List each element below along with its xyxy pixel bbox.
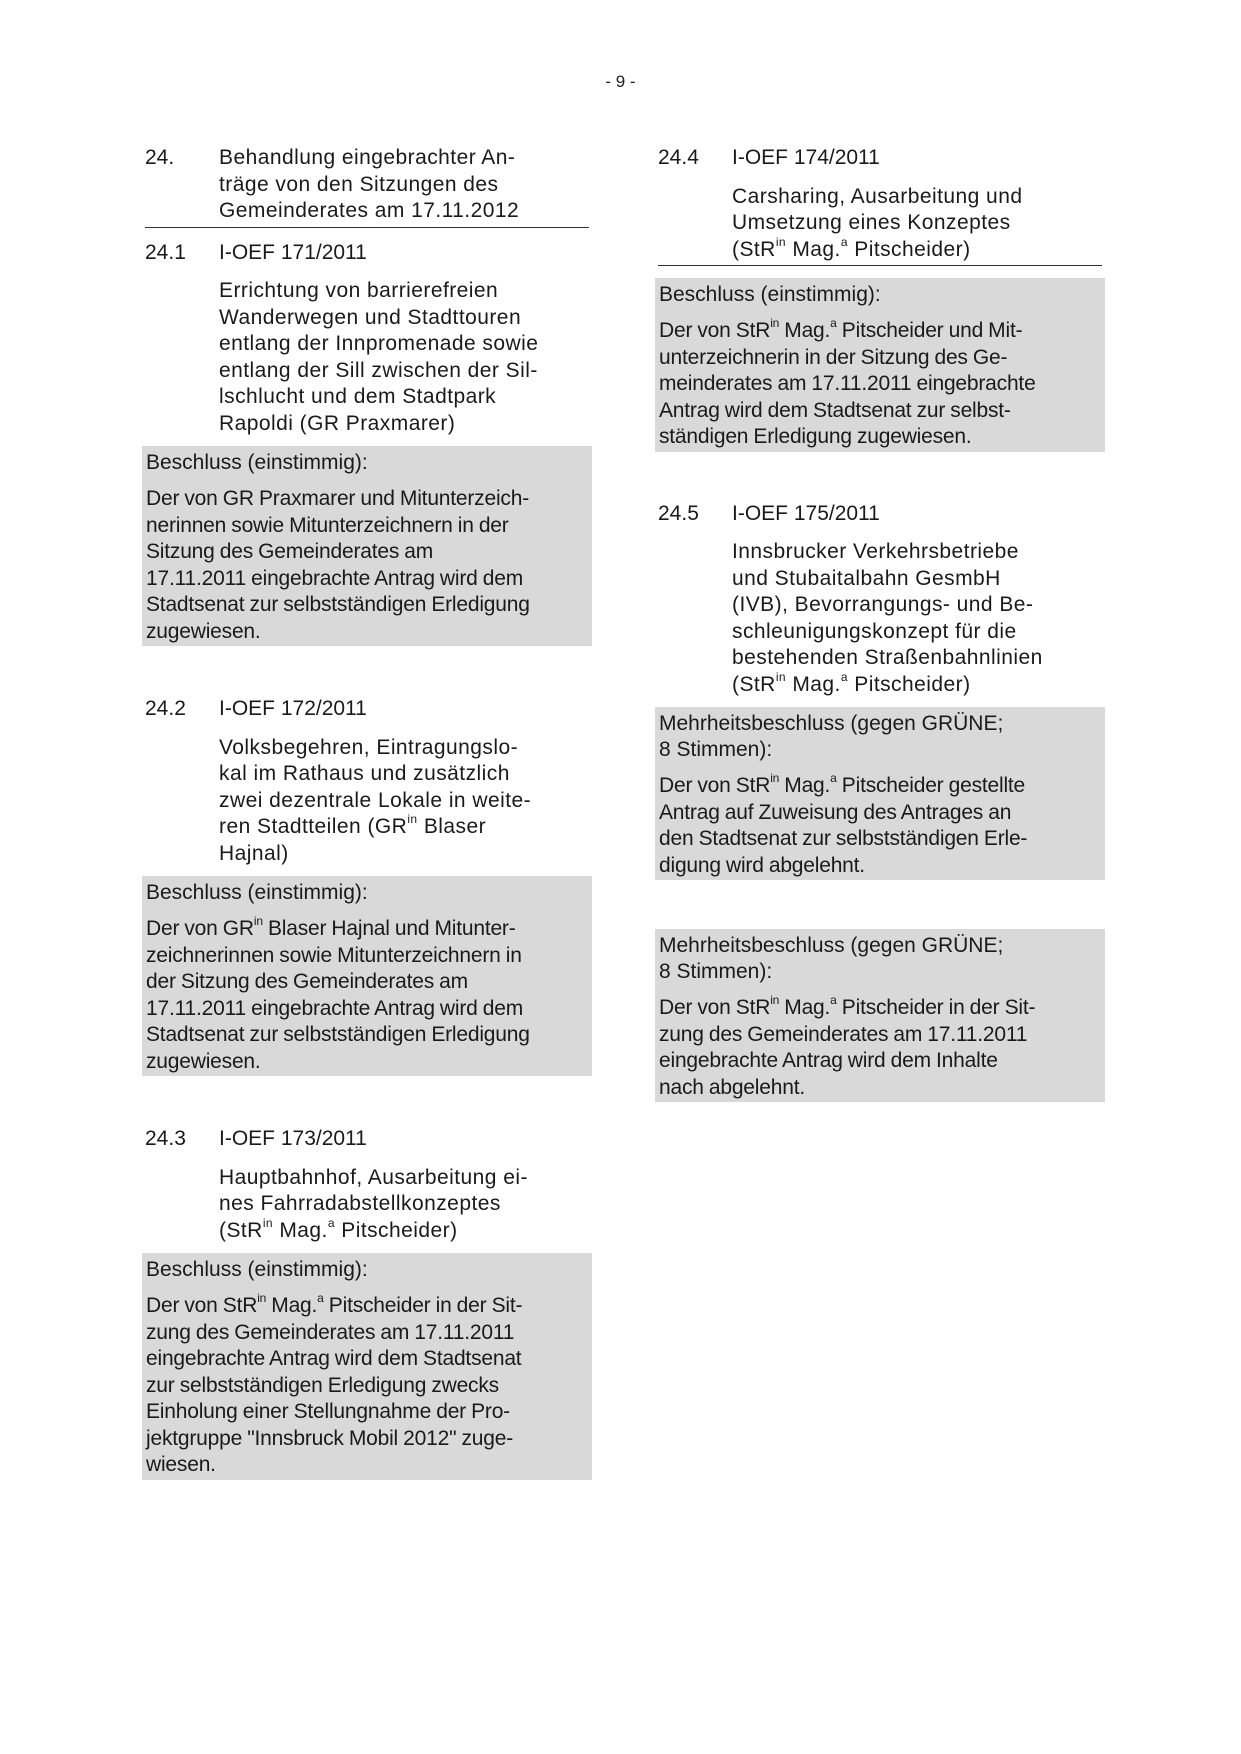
item-id: I-OEF 173/2011 bbox=[219, 1127, 367, 1150]
decision-line: eingebrachte Antrag wird dem Inhalte bbox=[659, 1049, 998, 1072]
description-line: entlang der Sill zwischen der Sil- bbox=[219, 358, 538, 382]
item-24-2-decision-box bbox=[142, 876, 592, 1076]
decision-line: den Stadtsenat zur selbstständigen Erle- bbox=[659, 827, 1028, 850]
item-id: I-OEF 174/2011 bbox=[732, 146, 880, 169]
item-24-3-description bbox=[219, 1165, 589, 1245]
item-24-5-decision-box-1 bbox=[655, 707, 1105, 880]
decision-text bbox=[659, 773, 1101, 879]
description-line: Rapoldi (GR Praxmarer) bbox=[219, 411, 456, 435]
decision-line: Der von StR$^{in}$ Mag.$^a$ Pitscheider in der Sit- bbox=[146, 1291, 523, 1317]
description-line: Carsharing, Ausarbeitung und bbox=[732, 184, 1023, 208]
decision-line: unterzeichnerin in der Sitzung des Ge- bbox=[659, 345, 1008, 369]
section-title-line: Gemeinderates am 17.11.2012 bbox=[219, 199, 520, 222]
decision-line: digung wird abgelehnt. bbox=[659, 853, 865, 877]
decision-label: Beschluss (einstimmig): bbox=[659, 283, 881, 306]
decision-text bbox=[659, 318, 1101, 451]
decision-label-line: Mehrheitsbeschluss (gegen GRÜNE; bbox=[659, 712, 1004, 735]
item-24-3-decision-box bbox=[142, 1253, 592, 1480]
decision-text bbox=[146, 1293, 588, 1479]
decision-line: Stadtsenat zur selbstständigen Erledigung bbox=[146, 1023, 530, 1046]
section-24-heading bbox=[145, 145, 589, 228]
decision-line: ständigen Erledigung zugewiesen. bbox=[659, 425, 972, 448]
decision-line: 17.11.2011 eingebrachte Antrag wird dem bbox=[146, 566, 524, 590]
item-24-2-description bbox=[219, 735, 589, 868]
item-24-4-heading bbox=[658, 145, 1102, 172]
description-line: nes Fahrradabstellkonzeptes bbox=[219, 1192, 501, 1215]
left-column bbox=[145, 145, 589, 1480]
description-line: Innsbrucker Verkehrsbetriebe bbox=[732, 540, 1019, 563]
description-line: Hajnal) bbox=[219, 841, 289, 865]
description-line: (StR$^{in}$ Mag.$^a$ Pitscheider) bbox=[732, 234, 971, 261]
decision-line: nach abgelehnt. bbox=[659, 1075, 805, 1099]
decision-text bbox=[146, 486, 588, 645]
item-24-5-heading bbox=[658, 501, 1102, 528]
decision-label: Beschluss (einstimmig): bbox=[146, 451, 368, 474]
right-column bbox=[658, 145, 1102, 1102]
decision-line: eingebrachte Antrag wird dem Stadtsenat bbox=[146, 1347, 522, 1370]
section-title-line: Behandlung eingebrachter An- bbox=[219, 146, 516, 169]
description-line: (StR$^{in}$ Mag.$^a$ Pitscheider) bbox=[732, 669, 971, 696]
decision-line: zugewiesen. bbox=[146, 1049, 261, 1073]
section-title-line: träge von den Sitzungen des bbox=[219, 172, 499, 196]
item-24-4-description bbox=[732, 184, 1102, 264]
decision-line: zur selbstständigen Erledigung zwecks bbox=[146, 1373, 499, 1397]
item-number: 24.3 bbox=[145, 1127, 186, 1150]
decision-label bbox=[659, 711, 1101, 763]
item-number: 24.2 bbox=[145, 697, 186, 720]
decision-line: der Sitzung des Gemeinderates am bbox=[146, 970, 468, 993]
description-line: bestehenden Straßenbahnlinien bbox=[732, 646, 1043, 669]
decision-line: Sitzung des Gemeinderates am bbox=[146, 540, 434, 563]
section-number: 24. bbox=[145, 146, 175, 169]
decision-line: zugewiesen. bbox=[146, 619, 261, 643]
item-24-1-description bbox=[219, 278, 589, 437]
decision-line: 17.11.2011 eingebrachte Antrag wird dem bbox=[146, 996, 524, 1020]
decision-line: zung des Gemeinderates am 17.11.2011 bbox=[146, 1320, 515, 1344]
item-24-2-heading bbox=[145, 696, 589, 723]
decision-line: jektgruppe "Innsbruck Mobil 2012" zuge- bbox=[146, 1426, 513, 1450]
decision-line: nerinnen sowie Mitunterzeichnern in der bbox=[146, 513, 509, 537]
item-id: I-OEF 171/2011 bbox=[219, 240, 367, 264]
decision-line: wiesen. bbox=[146, 1453, 216, 1476]
decision-line: Der von StR$^{in}$ Mag.$^a$ Pitscheider gestellte bbox=[659, 771, 1026, 797]
decision-text bbox=[659, 995, 1101, 1101]
decision-label: Beschluss (einstimmig): bbox=[146, 881, 368, 904]
item-24-4-header-block bbox=[658, 145, 1102, 266]
description-line: Wanderwegen und Stadttouren bbox=[219, 305, 522, 329]
description-line: (IVB), Bevorrangungs- und Be- bbox=[732, 593, 1034, 616]
decision-line: Antrag wird dem Stadtsenat zur selbst- bbox=[659, 398, 1011, 422]
description-line: ren Stadtteilen ($GR^{in}$ Blaser bbox=[219, 812, 487, 838]
description-line: Umsetzung eines Konzeptes bbox=[732, 211, 1011, 234]
item-id: I-OEF 175/2011 bbox=[732, 501, 880, 525]
item-24-3-heading bbox=[145, 1126, 589, 1153]
decision-label bbox=[659, 933, 1101, 985]
decision-text bbox=[146, 916, 588, 1075]
description-line: zwei dezentrale Lokale in weite- bbox=[219, 788, 532, 812]
description-line: Errichtung von barrierefreien bbox=[219, 279, 499, 302]
description-line: (StR$^{in}$ Mag.$^a$ Pitscheider) bbox=[219, 1215, 458, 1242]
decision-line: meinderates am 17.11.2011 eingebrachte bbox=[659, 372, 1036, 395]
decision-label: Beschluss (einstimmig): bbox=[146, 1258, 368, 1281]
item-24-4-decision-box bbox=[655, 278, 1105, 452]
decision-line: Antrag auf Zuweisung des Antrages an bbox=[659, 800, 1012, 824]
decision-line: Stadtsenat zur selbstständigen Erledigung bbox=[146, 593, 530, 616]
item-number: 24.1 bbox=[145, 240, 186, 264]
section-title bbox=[219, 145, 589, 225]
decision-line: Der von GR Praxmarer und Mitunterzeich- bbox=[146, 487, 529, 510]
description-line: kal im Rathaus und zusätzlich bbox=[219, 762, 510, 785]
item-number: 24.5 bbox=[658, 501, 699, 525]
decision-label-line: 8 Stimmen): bbox=[659, 960, 773, 983]
description-line: Volksbegehren, Eintragungslo- bbox=[219, 735, 519, 759]
item-24-5-description bbox=[732, 539, 1102, 698]
item-24-5-decision-box-2 bbox=[655, 929, 1105, 1102]
description-line: und Stubaitalbahn GesmbH bbox=[732, 566, 1001, 590]
item-24-1-decision-box bbox=[142, 446, 592, 646]
description-line: Hauptbahnhof, Ausarbeitung ei- bbox=[219, 1165, 528, 1189]
decision-label-line: 8 Stimmen): bbox=[659, 738, 773, 761]
description-line: entlang der Innpromenade sowie bbox=[219, 332, 539, 355]
decision-line: zeichnerinnen sowie Mitunterzeichnern in bbox=[146, 943, 522, 967]
item-24-1-heading bbox=[145, 240, 589, 267]
item-number: 24.4 bbox=[658, 146, 699, 169]
decision-line: zung des Gemeinderates am 17.11.2011 bbox=[659, 1022, 1028, 1046]
decision-label-line: Mehrheitsbeschluss (gegen GRÜNE; bbox=[659, 934, 1004, 957]
description-line: schleunigungskonzept für die bbox=[732, 619, 1017, 643]
decision-line: Einholung einer Stellungnahme der Pro- bbox=[146, 1400, 510, 1423]
decision-line: Der von StR$^{in}$ Mag.$^a$ Pitscheider in der Sit- bbox=[659, 993, 1036, 1019]
decision-line: Der von $GR^{in}$ Blaser Hajnal und Mitunter- bbox=[146, 914, 516, 940]
item-id: I-OEF 172/2011 bbox=[219, 697, 367, 720]
page-number: - 9 - bbox=[605, 72, 636, 91]
decision-line: Der von StR$^{in}$ Mag.$^a$ Pitscheider und Mit- bbox=[659, 316, 1023, 342]
description-line: lschlucht und dem Stadtpark bbox=[219, 385, 497, 408]
